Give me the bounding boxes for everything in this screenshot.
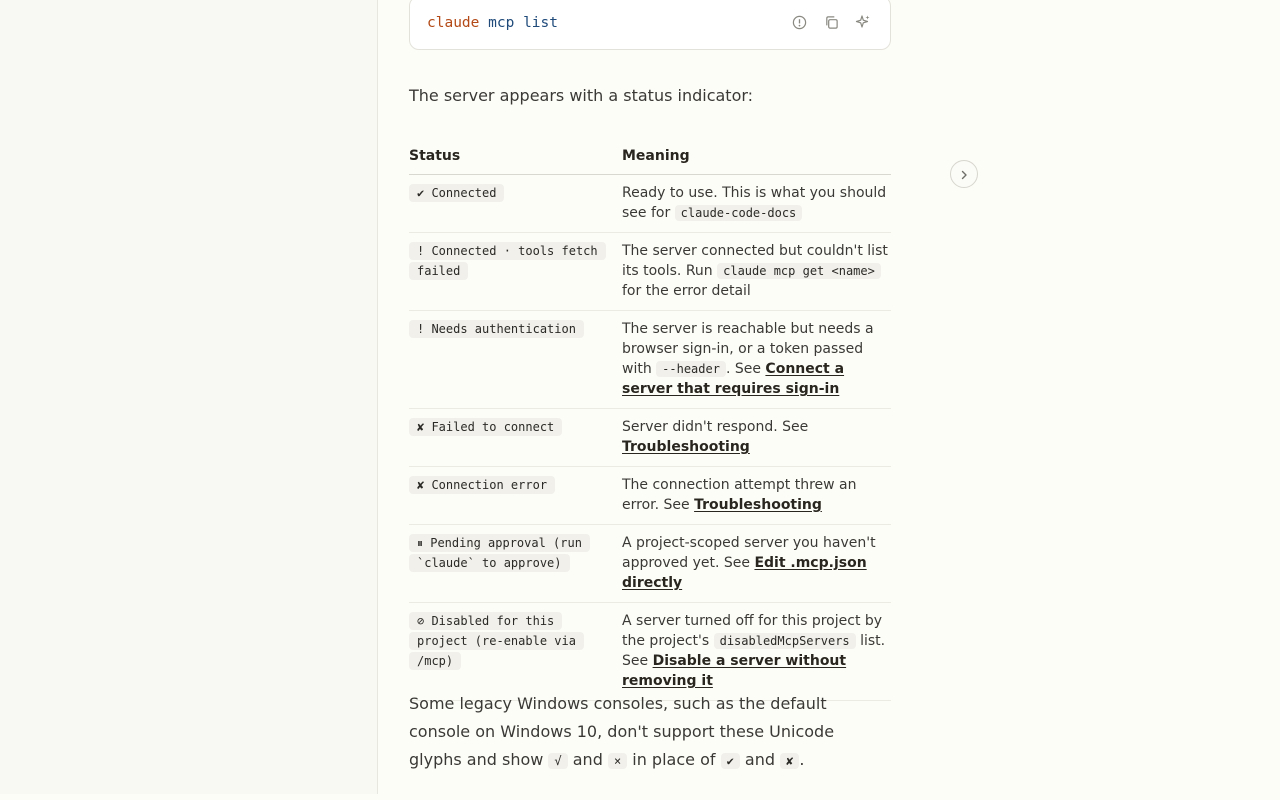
status-indicator: ✔ Connected bbox=[409, 184, 504, 202]
meaning-text: The server connected but couldn't list its tools. Run bbox=[622, 243, 888, 279]
meaning-text: list. See bbox=[622, 633, 886, 669]
meaning-text: for the error detail bbox=[622, 283, 751, 299]
table-row bbox=[409, 525, 891, 603]
sparkle-icon[interactable] bbox=[854, 13, 872, 31]
meaning-text: Ready to use. This is what you should see for bbox=[622, 185, 887, 221]
status-indicator: ⏸ Pending approval (run `claude` to approve) bbox=[409, 534, 590, 572]
inline-code: ✔ bbox=[721, 753, 740, 769]
meaning-cell bbox=[622, 233, 891, 311]
code-block bbox=[409, 0, 891, 50]
intro-paragraph: The server appears with a status indicator: bbox=[409, 86, 754, 105]
inline-code: √ bbox=[548, 753, 567, 769]
status-cell bbox=[409, 311, 622, 409]
status-cell bbox=[409, 233, 622, 311]
meaning-text: A project-scoped server you haven't approved yet. See bbox=[622, 535, 876, 571]
note-text: and bbox=[567, 750, 608, 769]
note-text: Some legacy Windows consoles, such as the default console on Windows 10, don't support these Unicode glyphs and show bbox=[409, 694, 835, 769]
status-indicator: ✘ Connection error bbox=[409, 476, 555, 494]
meaning-cell bbox=[622, 175, 891, 233]
inline-code: --header bbox=[656, 361, 726, 377]
status-cell bbox=[409, 525, 622, 603]
doc-link[interactable]: Troubleshooting bbox=[622, 439, 750, 455]
status-indicator: ✘ Failed to connect bbox=[409, 418, 562, 436]
meaning-cell bbox=[622, 603, 891, 701]
note-text: . bbox=[799, 750, 805, 769]
inline-code: × bbox=[608, 753, 627, 769]
inline-code: claude-code-docs bbox=[675, 205, 803, 221]
meaning-text: The connection attempt threw an error. See bbox=[622, 477, 857, 513]
column-header-status: Status bbox=[409, 142, 622, 175]
status-indicator: ! Connected · tools fetch failed bbox=[409, 242, 606, 280]
column-header-meaning: Meaning bbox=[622, 142, 891, 175]
meaning-text: Server didn't respond. See bbox=[622, 419, 809, 435]
table-row bbox=[409, 467, 891, 525]
status-cell bbox=[409, 175, 622, 233]
status-indicator: ! Needs authentication bbox=[409, 320, 584, 338]
status-table-body bbox=[409, 175, 891, 701]
chevron-right-icon bbox=[959, 165, 969, 184]
code-line[interactable] bbox=[427, 15, 558, 31]
left-sidebar bbox=[0, 0, 378, 794]
note-text: in place of bbox=[627, 750, 721, 769]
inline-code: disabledMcpServers bbox=[714, 633, 856, 649]
status-table bbox=[409, 142, 891, 701]
inline-code: claude mcp get <name> bbox=[717, 263, 881, 279]
doc-link[interactable]: Edit .mcp.json directly bbox=[622, 555, 867, 591]
meaning-cell bbox=[622, 525, 891, 603]
status-cell bbox=[409, 603, 622, 701]
note-text: and bbox=[739, 750, 781, 769]
meaning-text: . See bbox=[725, 361, 766, 377]
table-row bbox=[409, 409, 891, 467]
windows-glyph-note bbox=[409, 690, 891, 775]
table-row bbox=[409, 233, 891, 311]
table-row bbox=[409, 603, 891, 701]
table-header-row bbox=[409, 142, 891, 175]
copy-icon[interactable] bbox=[822, 13, 840, 31]
code-token-arg: mcp bbox=[488, 15, 515, 31]
meaning-text: A server turned off for this project by the project's bbox=[622, 613, 883, 649]
meaning-text: The server is reachable but needs a browser sign-in, or a token passed with bbox=[622, 321, 874, 377]
inline-code: ✘ bbox=[780, 753, 799, 769]
code-token-arg: list bbox=[523, 15, 558, 31]
meaning-cell bbox=[622, 467, 891, 525]
next-page-button[interactable] bbox=[950, 160, 978, 188]
table-row bbox=[409, 311, 891, 409]
doc-link[interactable]: Connect a server that requires sign-in bbox=[622, 361, 845, 397]
status-cell bbox=[409, 467, 622, 525]
doc-link[interactable]: Troubleshooting bbox=[694, 497, 822, 513]
info-icon[interactable] bbox=[790, 13, 808, 31]
meaning-cell bbox=[622, 409, 891, 467]
doc-link[interactable]: Disable a server without removing it bbox=[622, 653, 847, 689]
code-token-command: claude bbox=[427, 15, 480, 31]
table-row bbox=[409, 175, 891, 233]
status-indicator: ⊘ Disabled for this project (re-enable via /mcp) bbox=[409, 612, 584, 670]
status-cell bbox=[409, 409, 622, 467]
meaning-cell bbox=[622, 311, 891, 409]
